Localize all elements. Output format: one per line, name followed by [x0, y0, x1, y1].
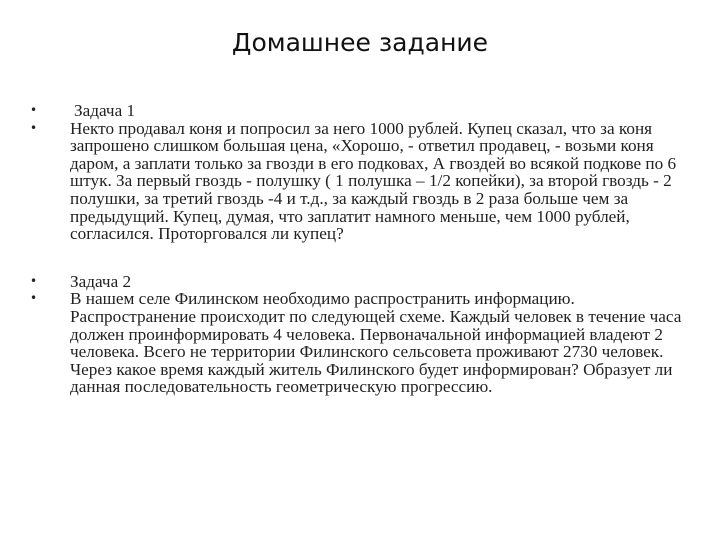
- task1-text-item: [30, 120, 690, 243]
- bullet: •: [30, 103, 38, 117]
- task-list: [30, 102, 690, 396]
- task2-text-item: [30, 290, 690, 396]
- bullet: •: [30, 291, 38, 306]
- task1-heading-item: [30, 102, 690, 120]
- task1-text: Некто продавал коня и попросил за него 1000 рублей. Купец сказал, что за коня запрошено слишком большая цена, «Хорошо, - ответил продавец, - возьми коня даром, а заплати только за гвозди в его подковах, А гвоздей во всякой подкове по 6 штук. За первый гвоздь - полушку ( 1 полушка – 1/2 копейки), за второй гвоздь - 2 полушки, за третий гвоздь -4 и т.д., за каждый гвоздь в 2 раза больше чем за предыдущий. Купец, думая, что заплатит намного меньше, чем 1000 рублей, согласился. Проторговался ли купец?: [70, 118, 677, 244]
- task2-heading: Задача 2: [70, 271, 132, 291]
- task2-heading-item: [30, 273, 690, 291]
- spacer: [30, 243, 690, 273]
- bullet: •: [30, 273, 38, 288]
- task1-heading: Задача 1: [74, 101, 136, 120]
- bullet: •: [30, 120, 38, 135]
- task2-text: В нашем селе Филинском необходимо распространить информацию. Распространение происходит по следующей схеме. Каждый человек в течение часа должен проинформировать 4 человека. Первоначальной информацией владеют 2 человека. Всего не территории Филинского сельсовета проживают 2730 человек. Через какое время каждый житель Филинского будет информирован? Образует ли данная последовательность геометрическую прогрессию.: [70, 289, 682, 397]
- slide-title: Домашнее задание: [231, 28, 489, 57]
